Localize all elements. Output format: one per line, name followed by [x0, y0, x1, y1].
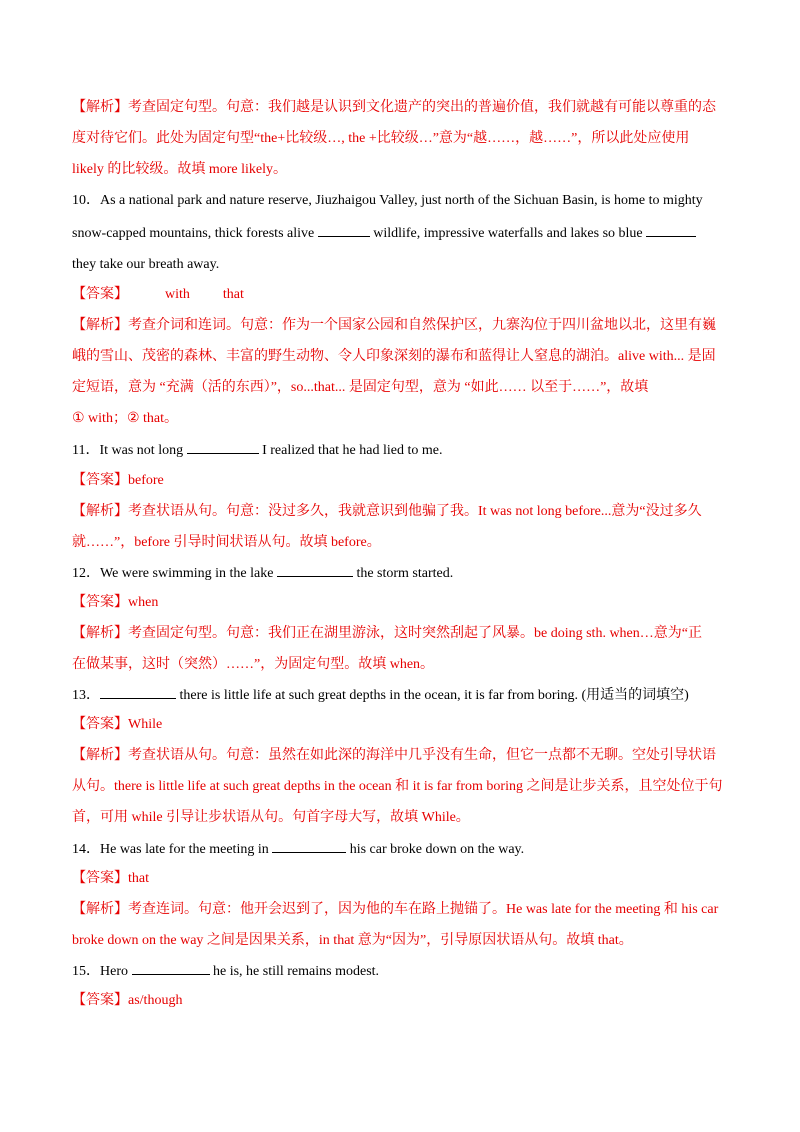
- analysis-line: 【解析】考查介词和连词。句意：作为一个国家公园和自然保护区，九寨沟位于四川盆地以北，这里有巍: [72, 318, 716, 333]
- answer-label: 【答案】: [72, 993, 128, 1008]
- question-10-line-1: 10．As a national park and nature reserve, Jiuzhaigou Valley, just north of the Sichuan Basin, is home to mighty: [72, 193, 703, 208]
- question-13-line: 13． there is little life at such great depths in the ocean, it is far from boring. (用适当的词填空): [72, 688, 689, 703]
- answer-line: [72, 286, 244, 304]
- question-number: 10．: [72, 193, 100, 208]
- answer-value: While: [128, 717, 163, 732]
- answer-line: [72, 992, 182, 1010]
- question-15-line: 15．Hero he is, he still remains modest.: [72, 964, 380, 979]
- analysis-line: 【解析】考查状语从句。句意：没过多久，我就意识到他骗了我。It was not long before...意为“没过多久: [72, 504, 702, 519]
- answer-blank: [272, 840, 346, 853]
- analysis-line: likely 的比较级。故填 more likely。: [72, 162, 288, 177]
- answer-label: 【答案】: [72, 595, 128, 610]
- analysis-line: 峨的雪山、茂密的森林、丰富的野生动物、令人印象深刻的瀑布和蓝得让人窒息的湖泊。alive with... 是固: [72, 349, 716, 364]
- analysis-line: 【解析】考查连词。句意：他开会迟到了，因为他的车在路上抛锚了。He was late for the meeting 和 his car: [72, 902, 719, 917]
- answer-blank: [646, 224, 696, 237]
- analysis-line: 度对待它们。此处为固定句型“the+比较级…, the +比较级…”意为“越……，越……”，所以此处应使用: [72, 131, 690, 146]
- question-number: 15．: [72, 964, 100, 979]
- answer-value: as/though: [128, 993, 183, 1008]
- analysis-line: broke down on the way 之间是因果关系，in that 意为“因为”，引导原因状语从句。故填 that。: [72, 933, 633, 948]
- answer-blank: [100, 686, 176, 699]
- answer-label: 【答案】: [72, 717, 128, 732]
- answer-label: 【答案】: [72, 871, 128, 886]
- question-number: 11．: [72, 443, 100, 458]
- answer-line: [72, 716, 162, 734]
- question-12-line: 12．We were swimming in the lake the storm started.: [72, 566, 454, 581]
- answer-value: when: [128, 595, 159, 610]
- analysis-line: ① with；② that。: [72, 411, 178, 426]
- answer-blank: [132, 962, 210, 975]
- analysis-line: 【解析】考查固定句型。句意：我们正在湖里游泳，这时突然刮起了风暴。be doing sth. when…意为“正: [72, 626, 702, 641]
- answer-blank: [277, 564, 353, 577]
- analysis-line: 在做某事，这时（突然）……”，为固定句型。故填 when。: [72, 657, 435, 672]
- answer-line: [72, 870, 149, 888]
- analysis-line: 首，可用 while 引导让步状语从句。句首字母大写，故填 While。: [72, 810, 470, 825]
- question-10-line-2: snow-capped mountains, thick forests alive wildlife, impressive waterfalls and lakes so blue: [72, 224, 696, 242]
- analysis-line: 从句。there is little life at such great depths in the ocean 和 it is far from boring 之间是让步关系，且空处位于句: [72, 779, 723, 794]
- answer-label: 【答案】: [72, 473, 128, 488]
- answer-value: before: [128, 473, 164, 488]
- answer-label: 【答案】: [72, 287, 128, 302]
- analysis-line: 【解析】考查状语从句。句意：虽然在如此深的海洋中几乎没有生命，但它一点都不无聊。空处引导状语: [72, 748, 716, 763]
- answer-blank: [318, 224, 370, 237]
- answer-line: [72, 472, 164, 490]
- question-10-line-3: they take our breath away.: [72, 257, 220, 272]
- question-14-line: 14．He was late for the meeting in his car broke down on the way.: [72, 842, 525, 857]
- analysis-line: 就……”，before 引导时间状语从句。故填 before。: [72, 535, 381, 550]
- question-number: 12．: [72, 566, 100, 581]
- answer-blank: [187, 441, 259, 454]
- answer-line: [72, 594, 158, 612]
- question-number: 13．: [72, 688, 100, 703]
- question-11-line: 11．It was not long I realized that he had lied to me.: [72, 443, 443, 458]
- answer-value: that: [222, 287, 244, 302]
- question-number: 14．: [72, 842, 100, 857]
- answer-value: that: [128, 871, 149, 886]
- analysis-line: 【解析】考查固定句型。句意：我们越是认识到文化遗产的突出的普遍价值，我们就越有可能以尊重的态: [72, 100, 716, 115]
- answer-value: with: [165, 287, 190, 302]
- analysis-line: 定短语，意为 “充满（活的东西）”，so...that... 是固定句型，意为 “如此…… 以至于……”，故填: [72, 380, 649, 395]
